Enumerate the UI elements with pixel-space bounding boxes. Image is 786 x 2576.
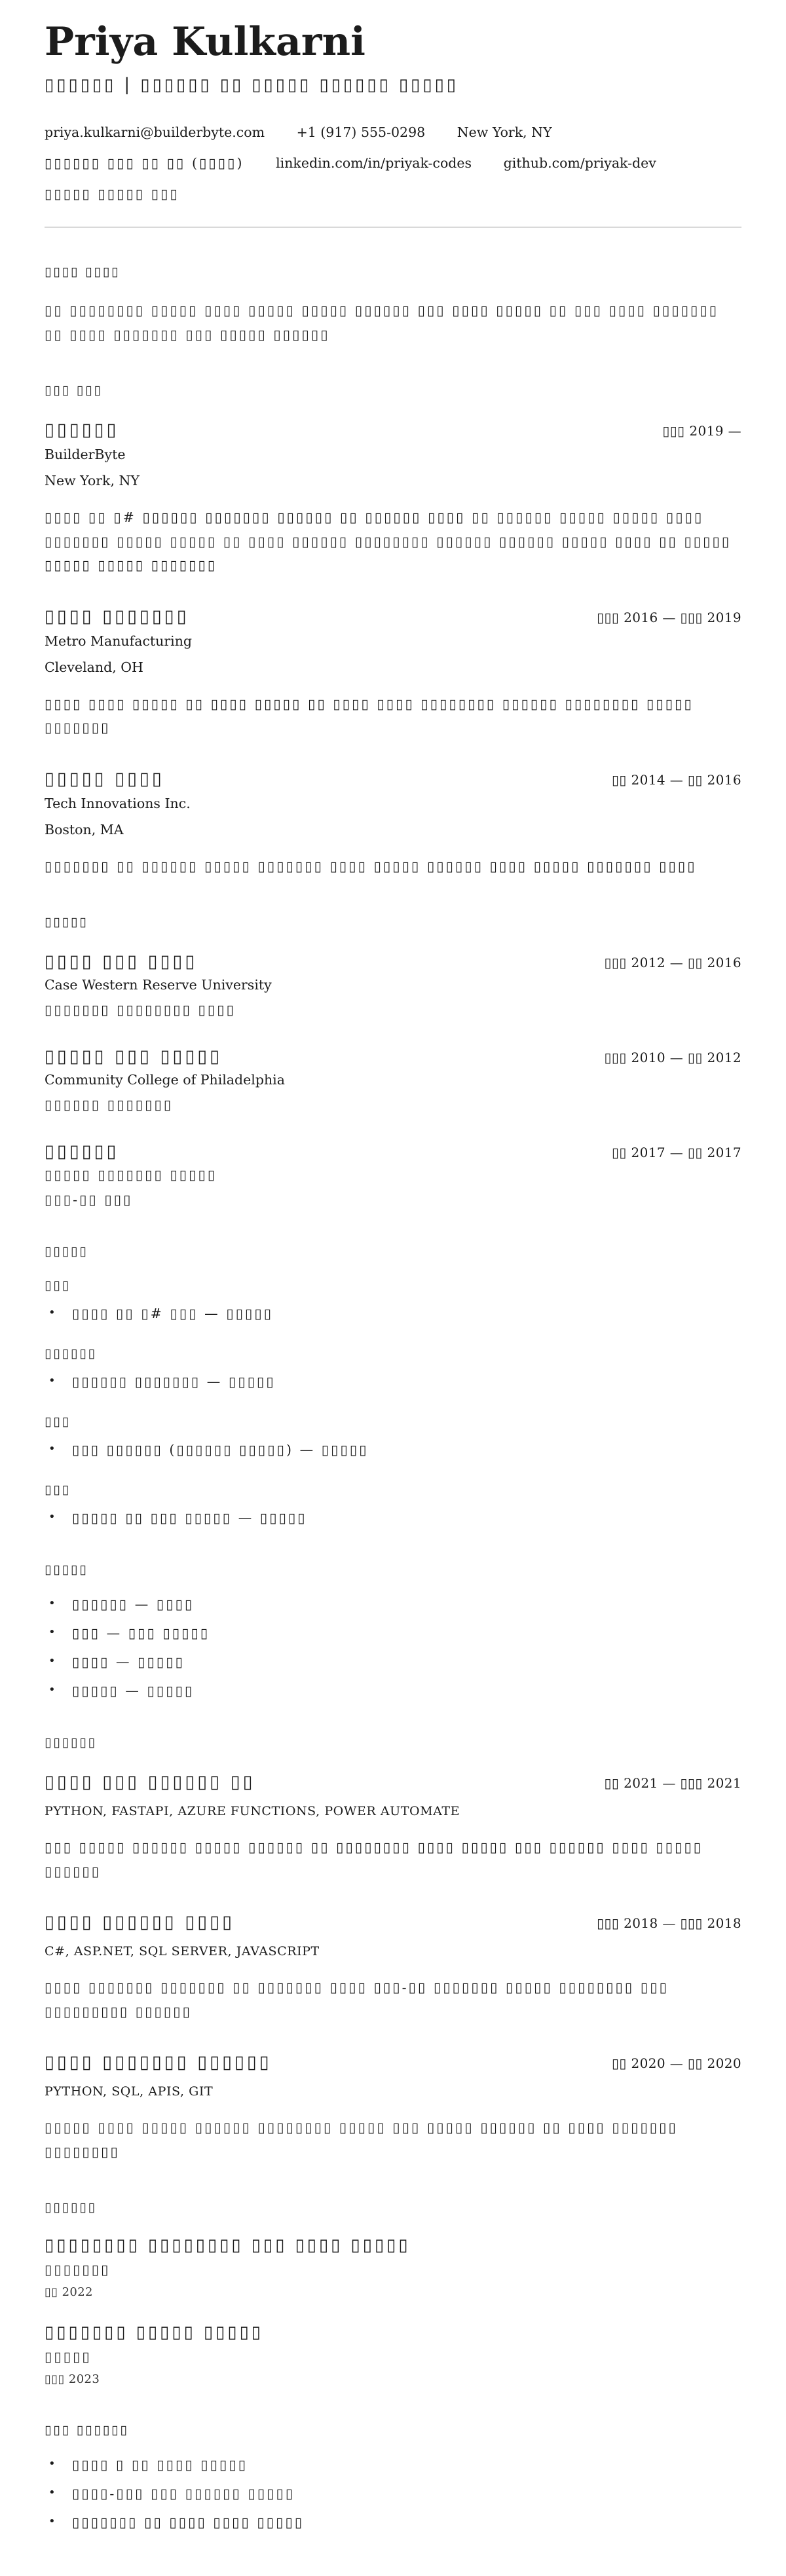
job-company: BuilderByte	[45, 447, 126, 463]
job-entry-head	[45, 606, 741, 627]
project-title: ▯▯▯▯ ▯▯▯▯▯▯▯ ▯▯▯▯▯▯	[45, 2052, 272, 2073]
candidate-tagline: ▯▯▯▯▯▯ | ▯▯▯▯▯▯ ▯▯ ▯▯▯▯▯ ▯▯▯▯▯▯ ▯▯▯▯▯	[45, 75, 458, 95]
section-additional	[45, 2423, 741, 2530]
project-description: ▯▯▯ ▯▯▯▯▯ ▯▯▯▯▯▯ ▯▯▯▯▯ ▯▯▯▯▯▯ ▯▯ ▯▯▯▯▯▯▯▯ ▯▯▯▯ ▯▯▯▯▯ ▯▯▯ ▯▯▯▯▯▯ ▯▯▯▯ ▯▯▯▯▯ ▯▯▯▯▯▯	[45, 1839, 703, 1879]
job-date-range: ▯▯▯ 2019 —	[662, 423, 741, 439]
experience-heading: ▯▯▯ ▯▯▯	[45, 383, 103, 398]
skill-group-list	[45, 1510, 741, 1526]
skill-item: • ▯▯▯▯ ▯▯ ▯# ▯▯▯ — ▯▯▯▯▯	[72, 1306, 741, 1321]
section-languages	[45, 1562, 741, 1699]
job-date-range: ▯▯ 2014 — ▯▯ 2016	[611, 771, 741, 788]
section-certifications	[45, 2200, 741, 2386]
job-entry-head	[45, 769, 741, 789]
languages-heading: ▯▯▯▯▯	[45, 1562, 88, 1577]
project-date-range: ▯▯ 2020 — ▯▯ 2020	[611, 2055, 741, 2072]
project-tech-stack: C#, ASP.NET, SQL SERVER, JAVASCRIPT	[45, 1944, 320, 1959]
skill-group-list	[45, 1442, 741, 1458]
certification-issuer: ▯▯▯▯▯▯▯	[45, 2262, 111, 2278]
skill-item: • ▯▯▯▯▯ ▯▯ ▯▯▯ ▯▯▯▯▯ — ▯▯▯▯▯	[72, 1510, 741, 1526]
certification-name: ▯▯▯▯▯▯▯ ▯▯▯▯▯ ▯▯▯▯▯	[45, 2323, 263, 2343]
summary-text: ▯▯ ▯▯▯▯▯▯▯▯ ▯▯▯▯▯ ▯▯▯▯ ▯▯▯▯▯ ▯▯▯▯▯ ▯▯▯▯▯▯ ▯▯▯ ▯▯▯▯ ▯▯▯▯▯ ▯▯ ▯▯▯ ▯▯▯▯ ▯▯▯▯▯▯▯ ▯▯ ▯▯▯▯ ▯▯▯▯▯▯▯ ▯▯▯ ▯▯▯▯▯ ▯▯▯▯▯▯	[45, 303, 719, 342]
contact-row-secondary	[45, 148, 706, 210]
skill-group-list	[45, 1374, 741, 1389]
section-experience	[45, 383, 741, 878]
github-link[interactable]: github.com/priyak-dev	[503, 155, 656, 172]
header	[45, 20, 741, 210]
project-date-range: ▯▯▯ 2018 — ▯▯▯ 2018	[597, 1915, 741, 1932]
section-skills	[45, 1244, 741, 1526]
degree-title: ▯▯▯▯ ▯▯▯ ▯▯▯▯	[45, 951, 198, 972]
additional-heading: ▯▯▯ ▯▯▯▯▯▯	[45, 2423, 129, 2438]
school-name: Case Western Reserve University	[45, 977, 272, 993]
project-entry	[45, 2052, 741, 2163]
skills-heading: ▯▯▯▯▯	[45, 1244, 88, 1259]
job-company: Metro Manufacturing	[45, 633, 193, 649]
certification-entry	[45, 2236, 741, 2299]
education-entry	[45, 951, 741, 1018]
project-entry-head	[45, 1912, 741, 1932]
certification-entry	[45, 2323, 741, 2386]
certification-date: ▯▯ 2022	[45, 2285, 93, 2300]
job-location: New York, NY	[45, 473, 140, 489]
project-description: ▯▯▯▯▯ ▯▯▯▯ ▯▯▯▯▯ ▯▯▯▯▯▯ ▯▯▯▯▯▯▯▯ ▯▯▯▯▯ ▯▯▯ ▯▯▯▯▯ ▯▯▯▯▯▯ ▯▯ ▯▯▯▯ ▯▯▯▯▯▯▯ ▯▯▯▯▯▯▯▯	[45, 2120, 678, 2160]
project-entry-head	[45, 1772, 741, 1792]
linkedin-link[interactable]: linkedin.com/in/priyak-codes	[276, 155, 472, 172]
contact-row-primary	[45, 117, 741, 148]
phone-number: +1 (917) 555-0298	[296, 124, 426, 140]
job-description: ▯▯▯▯▯▯▯ ▯▯ ▯▯▯▯▯▯ ▯▯▯▯▯ ▯▯▯▯▯▯▯ ▯▯▯▯ ▯▯▯▯▯ ▯▯▯▯▯▯ ▯▯▯▯ ▯▯▯▯▯ ▯▯▯▯▯▯▯ ▯▯▯▯	[45, 858, 697, 874]
certifications-heading: ▯▯▯▯▯▯	[45, 2200, 97, 2215]
candidate-name: Priya Kulkarni	[45, 19, 365, 65]
education-entry-head	[45, 1141, 741, 1162]
language-item: • ▯▯▯▯▯▯ — ▯▯▯▯	[72, 1596, 741, 1612]
certification-date: ▯▯▯ 2023	[45, 2372, 100, 2387]
skill-group-name: ▯▯▯	[45, 1482, 71, 1498]
skill-group-name: ▯▯▯▯▯▯	[45, 1346, 97, 1361]
section-education	[45, 915, 741, 1207]
contact-label-1: ▯▯▯▯▯▯ ▯▯▯ ▯▯ ▯▯ (▯▯▯▯)	[45, 155, 244, 172]
project-date-range: ▯▯ 2021 — ▯▯▯ 2021	[604, 1775, 741, 1792]
job-date-range: ▯▯▯ 2016 — ▯▯▯ 2019	[597, 609, 741, 625]
job-entry-head	[45, 420, 741, 440]
section-projects	[45, 1735, 741, 2163]
contact-label-2: ▯▯▯▯▯ ▯▯▯▯▯ ▯▯▯	[45, 186, 179, 202]
degree-title: ▯▯▯▯▯ ▯▯▯ ▯▯▯▯▯	[45, 1046, 223, 1067]
language-item: • ▯▯▯▯▯ — ▯▯▯▯▯	[72, 1683, 741, 1699]
job-company: Tech Innovations Inc.	[45, 795, 191, 811]
education-entry	[45, 1141, 741, 1207]
job-description: ▯▯▯▯ ▯▯ ▯# ▯▯▯▯▯▯ ▯▯▯▯▯▯▯ ▯▯▯▯▯▯ ▯▯ ▯▯▯▯▯▯ ▯▯▯▯ ▯▯ ▯▯▯▯▯▯ ▯▯▯▯▯ ▯▯▯▯▯ ▯▯▯▯ ▯▯▯▯▯▯▯ ▯▯▯▯▯ ▯▯▯▯▯ ▯▯ ▯▯▯▯ ▯▯▯▯▯▯ ▯▯▯▯▯▯▯▯ ▯▯▯▯▯▯ ▯▯▯▯▯▯ ▯▯▯▯▯ ▯▯▯▯ ▯▯ ▯▯▯▯▯ ▯▯▯▯▯ ▯▯▯▯▯ ▯▯▯▯▯▯▯	[45, 509, 732, 574]
additional-list	[45, 2457, 741, 2530]
project-entry	[45, 1912, 741, 2023]
language-item: • ▯▯▯ — ▯▯▯ ▯▯▯▯▯	[72, 1625, 741, 1641]
field-of-study: ▯▯▯▯▯▯▯ ▯▯▯▯▯▯▯▯ ▯▯▯▯	[45, 1002, 236, 1018]
project-title: ▯▯▯▯ ▯▯▯▯▯▯ ▯▯▯▯	[45, 1912, 234, 1933]
project-tech-stack: PYTHON, SQL, APIS, GIT	[45, 2084, 214, 2099]
languages-list	[45, 1596, 741, 1699]
job-entry	[45, 606, 741, 740]
project-title: ▯▯▯▯ ▯▯▯ ▯▯▯▯▯▯ ▯▯	[45, 1772, 255, 1793]
language-item: • ▯▯▯▯ — ▯▯▯▯▯	[72, 1654, 741, 1670]
job-title: ▯▯▯▯▯ ▯▯▯▯	[45, 768, 164, 789]
education-date-range: ▯▯ 2017 — ▯▯ 2017	[611, 1145, 741, 1161]
job-location: Cleveland, OH	[45, 659, 143, 675]
job-location: Boston, MA	[45, 821, 124, 837]
degree-title: ▯▯▯▯▯▯	[45, 1141, 119, 1162]
job-title: ▯▯▯▯ ▯▯▯▯▯▯▯	[45, 606, 189, 627]
job-title: ▯▯▯▯▯▯	[45, 420, 119, 441]
project-entry-head	[45, 2052, 741, 2072]
projects-heading: ▯▯▯▯▯▯	[45, 1735, 97, 1750]
additional-item: • ▯▯▯▯-▯▯▯ ▯▯▯ ▯▯▯▯▯▯ ▯▯▯▯▯	[72, 2486, 741, 2501]
field-of-study: ▯▯▯▯▯▯ ▯▯▯▯▯▯▯	[45, 1097, 174, 1113]
education-date-range: ▯▯▯ 2012 — ▯▯ 2016	[604, 955, 741, 971]
project-tech-stack: PYTHON, FASTAPI, AZURE FUNCTIONS, POWER AUTOMATE	[45, 1804, 460, 1819]
certification-issuer: ▯▯▯▯▯	[45, 2349, 92, 2365]
skill-group-list	[45, 1306, 741, 1321]
certification-name: ▯▯▯▯▯▯▯▯ ▯▯▯▯▯▯▯▯ ▯▯▯ ▯▯▯▯ ▯▯▯▯▯	[45, 2236, 411, 2256]
project-entry	[45, 1772, 741, 1883]
education-entry-head	[45, 1046, 741, 1067]
education-heading: ▯▯▯▯▯	[45, 915, 88, 930]
header-divider	[45, 227, 741, 228]
job-entry	[45, 769, 741, 878]
email-link[interactable]: priya.kulkarni@builderbyte.com	[45, 124, 265, 140]
education-entry-head	[45, 951, 741, 972]
field-of-study: ▯▯▯-▯▯ ▯▯▯	[45, 1192, 133, 1208]
skill-item: • ▯▯▯ ▯▯▯▯▯▯ (▯▯▯▯▯▯ ▯▯▯▯▯) — ▯▯▯▯▯	[72, 1442, 741, 1458]
project-description: ▯▯▯▯ ▯▯▯▯▯▯▯ ▯▯▯▯▯▯▯ ▯▯ ▯▯▯▯▯▯▯ ▯▯▯▯ ▯▯▯-▯▯ ▯▯▯▯▯▯▯ ▯▯▯▯▯ ▯▯▯▯▯▯▯▯ ▯▯▯ ▯▯▯▯▯▯▯▯▯ ▯▯▯▯▯▯	[45, 1979, 669, 2019]
additional-item: • ▯▯▯▯▯▯▯ ▯▯ ▯▯▯▯ ▯▯▯▯ ▯▯▯▯▯	[72, 2514, 741, 2530]
section-summary	[45, 265, 741, 346]
summary-heading: ▯▯▯▯ ▯▯▯▯	[45, 265, 121, 280]
additional-item: • ▯▯▯▯ ▯ ▯▯ ▯▯▯▯ ▯▯▯▯▯	[72, 2457, 741, 2473]
job-entry	[45, 420, 741, 577]
skill-group-name: ▯▯▯	[45, 1414, 71, 1429]
school-name: ▯▯▯▯▯ ▯▯▯▯▯▯▯ ▯▯▯▯▯	[45, 1167, 217, 1183]
skill-item: • ▯▯▯▯▯▯ ▯▯▯▯▯▯▯ — ▯▯▯▯▯	[72, 1374, 741, 1389]
location-text: New York, NY	[457, 124, 552, 140]
skill-group-name: ▯▯▯	[45, 1278, 71, 1293]
school-name: Community College of Philadelphia	[45, 1072, 285, 1088]
job-description: ▯▯▯▯ ▯▯▯▯ ▯▯▯▯▯ ▯▯ ▯▯▯▯ ▯▯▯▯▯ ▯▯ ▯▯▯▯ ▯▯▯▯ ▯▯▯▯▯▯▯▯ ▯▯▯▯▯▯ ▯▯▯▯▯▯▯▯ ▯▯▯▯▯ ▯▯▯▯▯▯▯	[45, 695, 694, 736]
education-date-range: ▯▯▯ 2010 — ▯▯ 2012	[604, 1050, 741, 1066]
education-entry	[45, 1046, 741, 1113]
